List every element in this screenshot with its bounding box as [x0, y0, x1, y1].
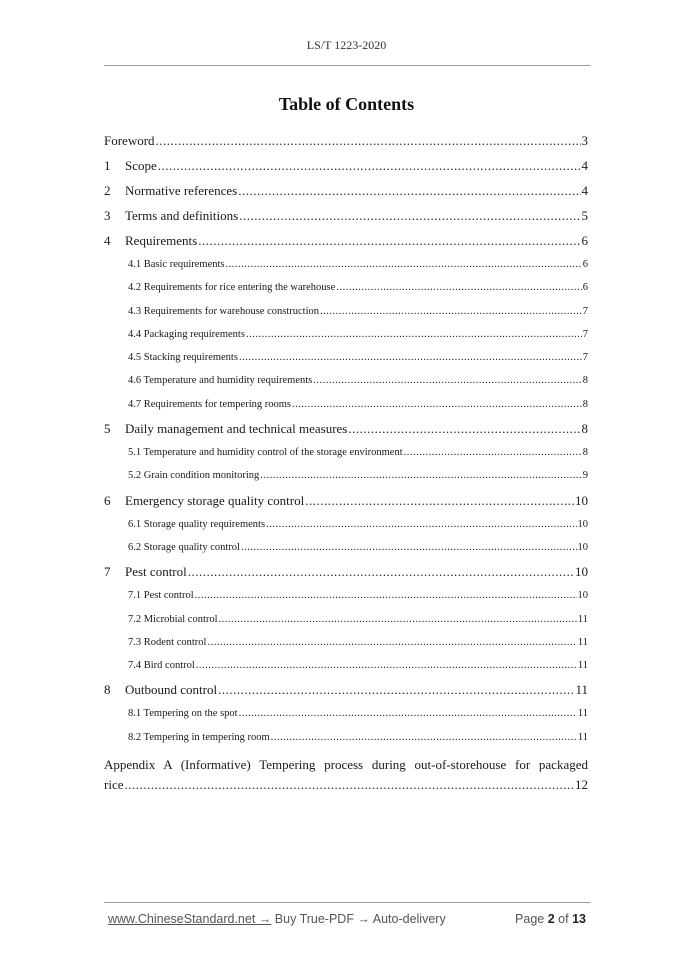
toc-entry-label: 6.1 Storage quality requirements [128, 518, 266, 530]
toc-entry-s4_5[interactable] [104, 346, 588, 369]
toc-entry-s8_1[interactable] [104, 702, 588, 725]
dot-leader [336, 276, 581, 299]
toc-entry-number: 4 [104, 233, 111, 248]
toc-entry-s4_1[interactable] [104, 253, 588, 276]
toc-entry-label: 7.4 Bird control [128, 660, 195, 672]
dot-leader [313, 369, 582, 392]
page-title: Table of Contents [278, 94, 415, 114]
dot-leader [195, 584, 577, 607]
dot-leader [218, 677, 574, 702]
toc-entry-page: 11 [577, 660, 588, 672]
toc-entry-number: 2 [104, 183, 111, 198]
toc-entry-number: 8 [104, 682, 111, 698]
buy-pdf-text: Buy True-PDF [274, 912, 354, 926]
toc-entry-label: 4.7 Requirements for tempering rooms [128, 398, 292, 410]
toc-entry-page: 12 [575, 777, 588, 793]
dot-leader [260, 464, 582, 487]
toc-entry-page: 7 [582, 328, 588, 340]
dot-leader [196, 654, 577, 677]
total-pages: 13 [572, 912, 586, 926]
dot-leader [238, 178, 580, 203]
toc-entry-label: 5.1 Temperature and humidity control of the storage environment [128, 447, 403, 459]
dot-leader [348, 416, 580, 441]
toc-entry-s6_1[interactable] [104, 513, 588, 536]
dot-leader [239, 346, 582, 369]
toc-entry-label: 4.5 Stacking requirements [128, 352, 238, 364]
footer-links [108, 912, 446, 926]
toc-entry-label: Normative references [125, 183, 238, 198]
toc-entry-s2[interactable] [104, 178, 588, 203]
toc-entry-s4_2[interactable] [104, 276, 588, 299]
table-of-contents [104, 128, 588, 795]
footer-divider [104, 902, 590, 903]
toc-entry-page: 6 [582, 282, 588, 294]
toc-entry-label: 8.2 Tempering in tempering room [128, 731, 270, 743]
dot-leader [239, 702, 577, 725]
toc-entry-page: 4 [581, 158, 588, 173]
toc-entry-page: 11 [575, 682, 588, 698]
dot-leader [404, 441, 582, 464]
toc-entry-page: 5 [581, 208, 588, 223]
arrow-right-icon: → [357, 912, 370, 926]
toc-entry-label: 4.6 Temperature and humidity requirements [128, 375, 313, 387]
toc-entry-s5_1[interactable] [104, 441, 588, 464]
toc-entry-s4_4[interactable] [104, 323, 588, 346]
toc-entry-s7_1[interactable] [104, 584, 588, 607]
toc-entry-page: 8 [582, 398, 588, 410]
dot-leader [292, 393, 582, 416]
dot-leader [241, 536, 577, 559]
toc-entry-s7_2[interactable] [104, 608, 588, 631]
dot-leader [158, 153, 581, 178]
dot-leader [320, 300, 582, 323]
dot-leader [239, 203, 580, 228]
toc-entry-page: 6 [582, 259, 588, 270]
toc-entry-s8_2[interactable] [104, 726, 588, 749]
toc-entry-s7_4[interactable] [104, 654, 588, 677]
toc-entry-label: Outbound control [125, 682, 218, 698]
toc-entry-number: 6 [104, 492, 111, 508]
toc-entry-label: 4.3 Requirements for warehouse construction [128, 305, 319, 317]
toc-entry-page: 10 [575, 564, 588, 580]
auto-delivery-text: Auto-delivery [372, 912, 446, 926]
current-page: 2 [547, 912, 555, 926]
arrow-right-icon: → [258, 912, 272, 926]
toc-entry-label: Terms and definitions [125, 208, 239, 223]
toc-entry-number: 5 [104, 421, 111, 437]
toc-entry-page: 10 [577, 518, 588, 530]
page-counter: Page 2 of 13 [515, 912, 586, 926]
toc-entry-label: 5.2 Grain condition monitoring [128, 470, 260, 482]
toc-entry-s6_2[interactable] [104, 536, 588, 559]
dot-leader [207, 631, 576, 654]
toc-entry-number: 3 [104, 208, 111, 223]
toc-entry-page: 11 [577, 708, 588, 720]
toc-entry-page: 11 [577, 731, 588, 743]
site-link[interactable]: www.ChineseStandard.net → [108, 912, 272, 926]
toc-entry-s8[interactable] [104, 677, 588, 702]
toc-entry-label: Pest control [125, 564, 187, 580]
toc-entry-page: 8 [582, 375, 588, 387]
toc-entry-page: 10 [577, 541, 588, 553]
toc-entry-label: 8.1 Tempering on the spot [128, 708, 238, 720]
appendix-title-line-1: Appendix A (Informative) Tempering process during out-of-storehouse for packaged [104, 757, 588, 773]
toc-entry-page: 10 [577, 590, 588, 602]
toc-entry-page: 4 [581, 183, 588, 198]
header-divider [104, 65, 590, 66]
toc-entry-s6[interactable] [104, 488, 588, 513]
toc-entry-s3[interactable] [104, 203, 588, 228]
running-header [0, 38, 693, 53]
dot-leader [219, 608, 577, 631]
toc-entry-label: 4.2 Requirements for rice entering the warehouse [128, 282, 336, 294]
toc-entry-s1[interactable] [104, 153, 588, 178]
toc-entry-page: 3 [581, 133, 588, 148]
dot-leader [198, 228, 580, 253]
toc-entry-page: 8 [582, 447, 588, 459]
dot-leader [266, 513, 576, 536]
toc-entry-s5_2[interactable] [104, 464, 588, 487]
toc-entry-label: 6.2 Storage quality control [128, 541, 240, 553]
toc-entry-label: Scope [125, 158, 157, 173]
dot-leader [156, 128, 581, 153]
toc-entry-s4_7[interactable] [104, 393, 588, 416]
toc-entry-page: 6 [581, 233, 588, 248]
toc-entry-s7_3[interactable] [104, 631, 588, 654]
toc-entry-label: Foreword [104, 133, 155, 148]
toc-entry-label: rice [104, 777, 124, 793]
page-footer [104, 912, 590, 930]
dot-leader [246, 323, 582, 346]
toc-entry-number: 7 [104, 564, 111, 580]
toc-entry-page: 7 [582, 352, 588, 364]
toc-entry-label: 7.1 Pest control [128, 590, 194, 602]
toc-entry-label: Daily management and technical measures [125, 421, 348, 437]
doc-code: LS/T 1223-2020 [306, 38, 387, 52]
dot-leader [305, 488, 574, 513]
toc-entry-foreword[interactable] [104, 128, 588, 153]
toc-entry-s5[interactable] [104, 416, 588, 441]
toc-entry-number: 1 [104, 158, 111, 173]
toc-entry-label: 4.1 Basic requirements [128, 259, 225, 270]
toc-entry-page: 9 [582, 470, 588, 482]
toc-entry-label: 7.2 Microbial control [128, 613, 218, 625]
toc-entry-s7[interactable] [104, 559, 588, 584]
dot-leader [124, 775, 574, 795]
appendix-title-line-2 [104, 775, 588, 795]
toc-entry-s4[interactable] [104, 228, 588, 253]
toc-entry-appendix-a[interactable] [104, 755, 588, 795]
toc-entry-page: 8 [581, 421, 588, 437]
toc-entry-label: Emergency storage quality control [125, 492, 305, 508]
toc-entry-s4_6[interactable] [104, 369, 588, 392]
toc-entry-label: 4.4 Packaging requirements [128, 328, 245, 340]
dot-leader [188, 559, 574, 584]
toc-entry-label: 7.3 Rodent control [128, 636, 207, 648]
toc-entry-page: 11 [577, 613, 588, 625]
toc-entry-page: 10 [575, 492, 588, 508]
toc-entry-page: 7 [582, 305, 588, 317]
toc-entry-s4_3[interactable] [104, 300, 588, 323]
dot-leader [226, 253, 582, 276]
toc-entry-page: 11 [577, 636, 588, 648]
toc-entry-label: Requirements [125, 233, 198, 248]
dot-leader [271, 726, 577, 749]
